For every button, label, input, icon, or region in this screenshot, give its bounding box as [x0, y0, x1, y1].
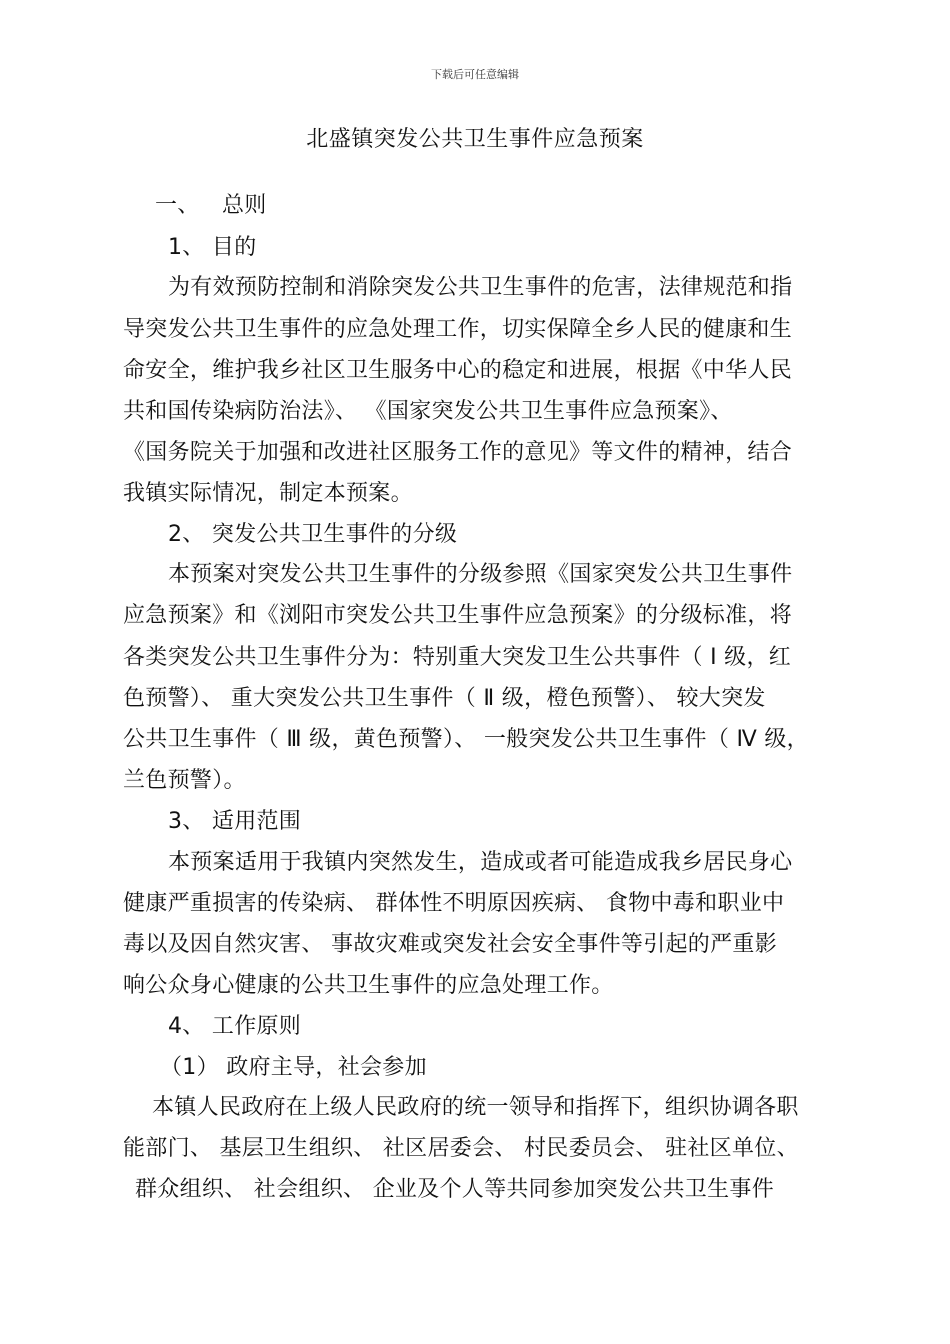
subsection-title-scope: 3、 适用范围 [168, 809, 302, 834]
paragraph-line: 响公众身心健康的公共卫生事件的应急处理工作。 [123, 973, 614, 998]
section-heading-number: 一、 [155, 193, 200, 218]
paragraph-line: 本镇人民政府在上级人民政府的统一领导和指挥下，组织协调各职 [152, 1095, 799, 1120]
paragraph-line: 群众组织、 社会组织、 企业及个人等共同参加突发公共卫生事件 [135, 1177, 774, 1202]
document-title: 北盛镇突发公共卫生事件应急预案 [306, 127, 644, 152]
paragraph-line: 毒以及因自然灾害、 事故灾难或突发社会安全事件等引起的严重影 [123, 932, 777, 957]
paragraph-line: 兰色预警）。 [123, 768, 246, 793]
page-header-note: 下载后可任意编辑 [431, 68, 519, 81]
paragraph-line: 健康严重损害的传染病、 群体性不明原因疾病、 食物中毒和职业中 [123, 891, 785, 916]
subsection-title-purpose: 1、 目的 [168, 235, 257, 260]
paragraph-line: 为有效预防控制和消除突发公共卫生事件的危害，法律规范和指 [168, 275, 793, 300]
paragraph-line: 应急预案》和《浏阳市突发公共卫生事件应急预案》的分级标准，将 [123, 603, 793, 628]
paragraph-line: 命安全，维护我乡社区卫生服务中心的稳定和进展，根据《中华人民 [123, 358, 793, 383]
paragraph-line: 各类突发公共卫生事件分为：特别重大突发卫生公共事件（ Ⅰ 级，红 [123, 645, 792, 670]
paragraph-line: 色预警）、 重大突发公共卫生事件（ Ⅱ 级，橙色预警）、 较大突发 [123, 686, 766, 711]
paragraph-line: 共和国传染病防治法》、 《国家突发公共卫生事件应急预案》、 [123, 399, 733, 424]
sub-item-title: （1） 政府主导，社会参加 [160, 1055, 427, 1080]
paragraph-line: 能部门、 基层卫生组织、 社区居委会、 村民委员会、 驻社区单位、 [123, 1136, 799, 1161]
paragraph-line: 导突发公共卫生事件的应急处理工作，切实保障全乡人民的健康和生 [123, 317, 793, 342]
paragraph-line: 我镇实际情况，制定本预案。 [123, 481, 413, 506]
subsection-title-grading: 2、 突发公共卫生事件的分级 [168, 522, 458, 547]
paragraph-line: 本预案对突发公共卫生事件的分级参照《国家突发公共卫生事件 [168, 562, 793, 587]
section-heading-text: 总则 [222, 193, 267, 218]
subsection-title-principles: 4、 工作原则 [168, 1014, 302, 1039]
paragraph-line: 《国务院关于加强和改进社区服务工作的意见》等文件的精神，结合 [123, 440, 793, 465]
paragraph-line: 本预案适用于我镇内突然发生，造成或者可能造成我乡居民身心 [168, 850, 793, 875]
paragraph-line: 公共卫生事件（ Ⅲ 级，黄色预警）、 一般突发公共卫生事件（ Ⅳ 级， [123, 727, 809, 752]
